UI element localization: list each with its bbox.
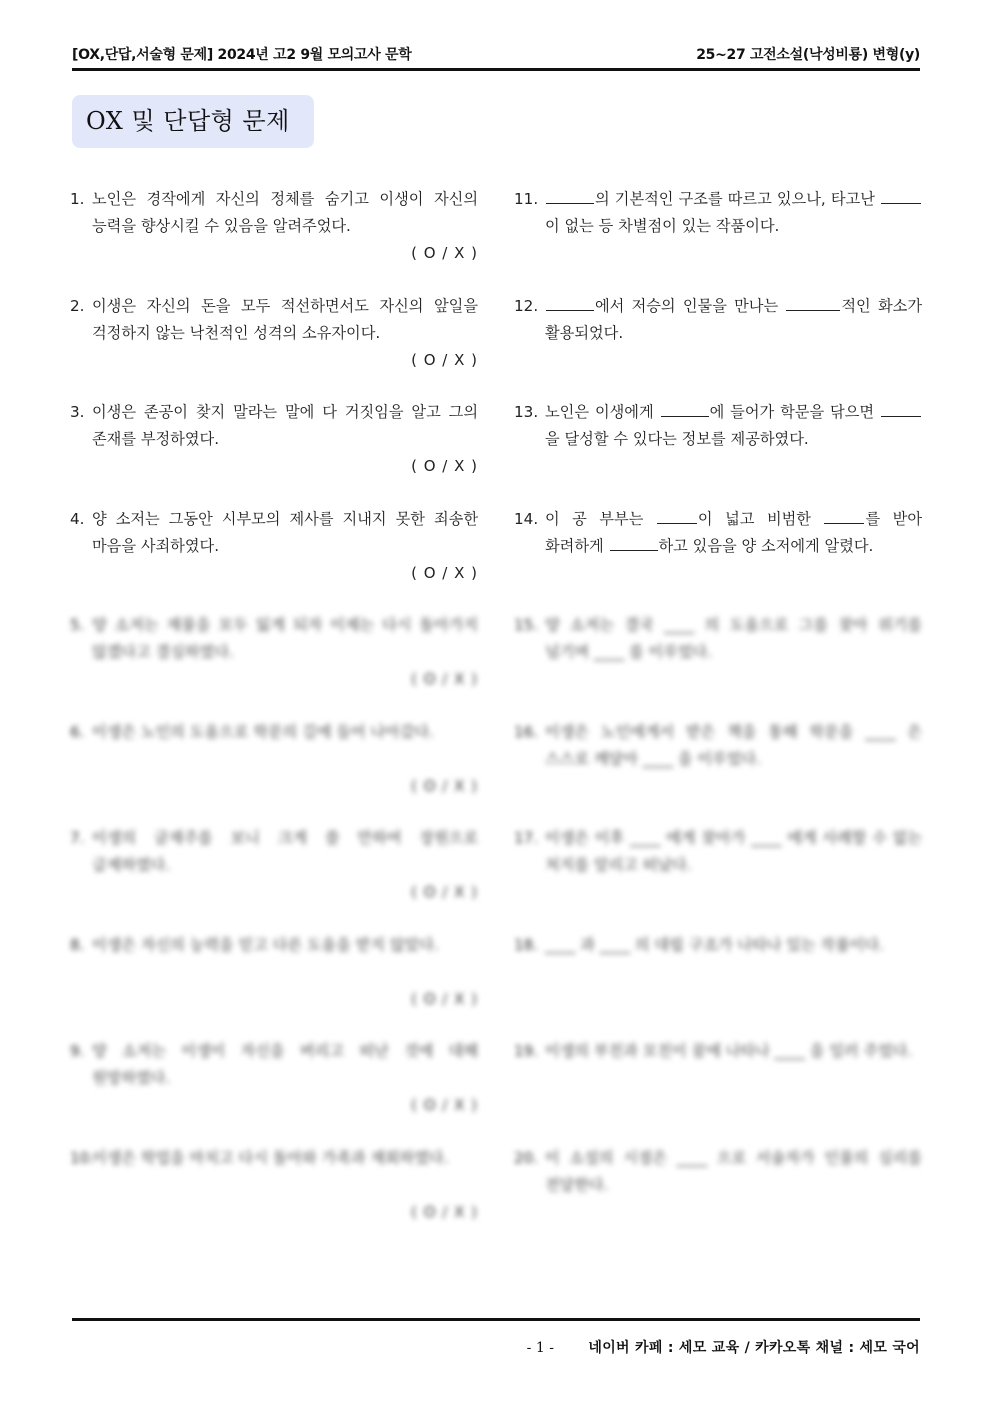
fill-in-question	[514, 399, 922, 506]
ox-answer-mark[interactable]: ( O / X )	[411, 1202, 478, 1221]
question-number: 8.	[70, 935, 85, 954]
question-text: 양 소저는 결국 ____ 의 도움으로 그를 찾아 위기를 넘기며 ____ 를 이루었다.	[545, 616, 922, 661]
answer-blank[interactable]	[881, 190, 921, 204]
question-number: 18.	[514, 935, 539, 954]
question-text: 이생은 노인의 도움으로 학문의 길에 들어 나아갔다.	[92, 722, 434, 741]
question-item	[70, 399, 478, 506]
question-text: 이생은 존공이 찾지 말라는 말에 다 거짓임을 알고 그의 존재를 부정하였다.	[92, 403, 478, 448]
question-text: ____ 과 ____ 의 대립 구조가 나타나 있는 작품이다.	[545, 935, 884, 954]
question-number: 20.	[514, 1148, 539, 1167]
ox-answer-mark[interactable]: ( O / X )	[411, 244, 478, 262]
question-text: 이 공 부부는 이 넓고 비범한 를 받아 화려하게 하고 있음을 양 소저에게 알렸다.	[545, 509, 923, 555]
question-text: 양 소저는 이생이 자신을 버리고 떠난 것에 대해 원망하였다.	[92, 1042, 478, 1087]
right-question-column	[514, 186, 922, 1251]
answer-blank[interactable]	[661, 403, 709, 417]
answer-blank[interactable]	[657, 510, 697, 524]
left-question-column	[70, 186, 478, 1251]
ox-answer-mark[interactable]: ( O / X )	[411, 350, 478, 369]
header-divider	[72, 68, 920, 71]
question-number: 5.	[70, 616, 85, 634]
ox-answer-mark[interactable]: ( O / X )	[411, 457, 478, 475]
question-number: 3.	[70, 403, 85, 421]
fill-in-question-blurred	[514, 1038, 922, 1145]
fill-in-question-blurred	[514, 932, 922, 1039]
question-number: 7.	[70, 829, 85, 847]
answer-blank[interactable]	[824, 510, 864, 524]
ox-answer-mark[interactable]: ( O / X )	[411, 776, 478, 795]
question-number: 6.	[70, 722, 85, 741]
question-text: 이 소설의 시점은 ____ 으로 서술자가 인물의 심리를 전달한다.	[545, 1148, 922, 1194]
question-item-blurred	[70, 825, 478, 932]
ox-answer-mark[interactable]: ( O / X )	[411, 1096, 478, 1114]
question-number: 4.	[70, 509, 85, 528]
fill-in-question	[514, 293, 922, 400]
question-number: 11.	[514, 190, 539, 208]
question-text: 이생은 학업을 마치고 다시 돌아와 가족과 재회하였다.	[92, 1148, 449, 1167]
fill-in-question-blurred	[514, 612, 922, 719]
answer-blank[interactable]	[610, 537, 658, 551]
question-number: 9.	[70, 1042, 85, 1060]
fill-in-question-blurred	[514, 1145, 922, 1252]
question-item-blurred	[70, 932, 478, 1039]
footer-channel-info: 네이버 카페 : 세모 교육 / 카카오톡 채널 : 세모 국어	[588, 1340, 920, 1356]
question-item-blurred	[70, 1145, 478, 1252]
question-item-blurred	[70, 612, 478, 719]
ox-answer-mark[interactable]: ( O / X )	[411, 883, 478, 901]
answer-blank[interactable]	[546, 190, 594, 204]
question-number: 16.	[514, 722, 539, 741]
ox-answer-mark[interactable]: ( O / X )	[411, 989, 478, 1008]
ox-answer-mark[interactable]: ( O / X )	[411, 670, 478, 688]
footer-divider	[72, 1318, 920, 1321]
answer-blank[interactable]	[786, 297, 840, 311]
question-text: 이생은 노인에게서 받은 책을 통해 학문을 ____ 은 스스로 깨달아 ____ 을 이루었다.	[545, 722, 922, 768]
question-item	[70, 186, 478, 293]
question-text: 이생의 부친과 모친이 꿈에 나타나 ____ 을 일러 주었다.	[545, 1042, 913, 1060]
question-number: 13.	[514, 403, 539, 421]
question-number: 17.	[514, 829, 539, 847]
question-number: 2.	[70, 296, 85, 315]
question-text: 의 기본적인 구조를 따르고 있으나, 타고난 이 없는 등 차별점이 있는 작품이다.	[514, 186, 922, 240]
fill-in-question	[514, 186, 922, 293]
question-text: 이생은 이후 ____ 에게 찾아가 ____ 에게 사례할 수 없는 처지를 알리고 떠났다.	[545, 829, 922, 874]
question-number: 1.	[70, 190, 85, 208]
question-text: 노인은 경작에게 자신의 정체를 숨기고 이생이 자신의 능력을 향상시킬 수 있음을 알려주었다.	[92, 190, 478, 235]
question-item-blurred	[70, 719, 478, 826]
ox-answer-mark[interactable]: ( O / X )	[411, 563, 478, 582]
question-text: 에서 저승의 인물을 만나는 적인 화소가 활용되었다.	[545, 296, 922, 342]
footer	[527, 1337, 920, 1357]
question-item	[70, 293, 478, 400]
question-text: 이생은 자신의 돈을 모두 적선하면서도 자신의 앞일을 걱정하지 않는 낙천적인 성격의 소유자이다.	[92, 296, 478, 342]
question-item-blurred	[70, 1038, 478, 1145]
header-subtitle: 25~27 고전소설(낙성비룡) 변형(y)	[696, 47, 920, 63]
question-text: 이생은 자신의 능력을 믿고 다른 도움을 받지 않았다.	[92, 935, 439, 954]
header-title: [OX,단답,서술형 문제] 2024년 고2 9월 모의고사 문학	[72, 47, 412, 63]
answer-blank[interactable]	[881, 403, 921, 417]
fill-in-question-blurred	[514, 719, 922, 826]
question-text: 이생의 글재주를 보니 크게 쓸 만하여 장원으로 급제하였다.	[92, 829, 478, 874]
question-number: 10.	[70, 1148, 95, 1167]
page-number: - 1 -	[526, 1340, 554, 1356]
fill-in-question	[514, 506, 922, 613]
question-number: 19.	[514, 1042, 539, 1060]
fill-in-question-blurred	[514, 825, 922, 932]
answer-blank[interactable]	[546, 297, 594, 311]
question-number: 12.	[514, 296, 539, 315]
question-text: 양 소저는 재물을 모두 잃게 되자 이제는 다시 돌아가지 않겠다고 결심하였다.	[92, 616, 478, 661]
question-number: 14.	[514, 509, 539, 528]
question-text: 노인은 이생에게 에 들어가 학문을 닦으면 을 달성할 수 있다는 정보를 제공하였다.	[514, 399, 922, 453]
question-text: 양 소저는 그동안 시부모의 제사를 지내지 못한 죄송한 마음을 사죄하였다.	[92, 509, 478, 555]
section-title: OX 및 단답형 문제	[72, 95, 314, 148]
question-item	[70, 506, 478, 613]
question-number: 15.	[514, 616, 539, 634]
